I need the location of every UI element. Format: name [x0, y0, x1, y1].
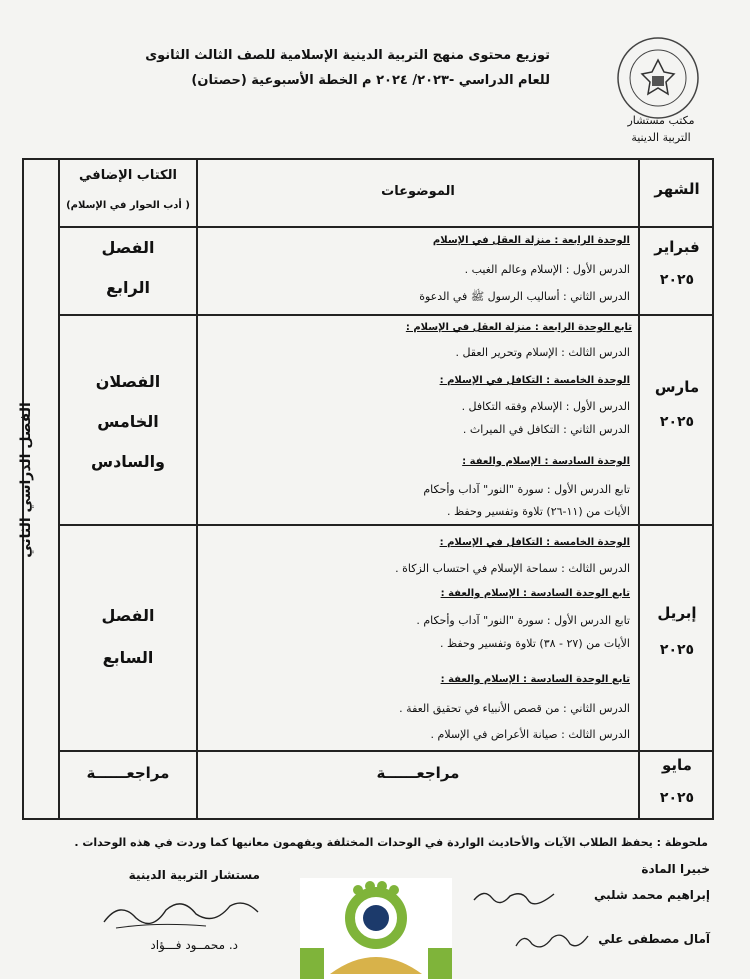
document-title: توزيع محتوى منهج التربية الدينية الإسلامية للصف الثالث الثانوى — [145, 48, 550, 63]
signature-icon — [512, 926, 592, 954]
book-february-line1: الفصل — [101, 238, 155, 257]
unit-title: تابع الوحدة السادسة : الإسلام والعفة : — [440, 588, 630, 599]
row-border-2 — [58, 524, 714, 526]
review-topics: مراجعــــــة — [376, 764, 460, 782]
year-april: ٢٠٢٥ — [659, 642, 695, 658]
expert-name-1: إبراهيم محمد شلبي — [594, 888, 710, 902]
book-march-line1: الفصلان — [95, 372, 161, 391]
lesson-item: الدرس الأول : الإسلام وعالم الغيب . — [464, 263, 630, 276]
egypt-2030-logo-icon — [300, 878, 452, 979]
header-row-border — [58, 226, 714, 228]
year-may: ٢٠٢٥ — [659, 790, 695, 806]
book-march-line3: والسادس — [90, 452, 165, 471]
lesson-item: الدرس الأول : الإسلام وفقه التكافل . — [461, 400, 630, 413]
row-border-3 — [58, 750, 714, 752]
unit-title: الوحدة الرابعة : منزلة العقل في الإسلام — [432, 235, 630, 246]
lesson-item: الدرس الثاني : أساليب الرسول ﷺ في الدعوة — [419, 290, 630, 303]
experts-title: خبيرا المادة — [641, 862, 710, 876]
book-february-line2: الرابع — [106, 278, 150, 297]
month-april: إبريل — [657, 604, 697, 622]
semester-label: الفصل الدراسي الثاني — [18, 402, 34, 558]
office-line-1: مكتب مستشار — [627, 114, 695, 127]
unit-title: الوحدة الخامسة : التكافل في الإسلام : — [439, 537, 630, 548]
month-february: فبراير — [654, 238, 700, 256]
footnote: ملحوظة : يحفظ الطلاب الآيات والأحاديث الواردة في الوحدات المختلفة ويفهمون معانيها كما وردت في هذه الوحدات . — [74, 836, 708, 849]
semester-col-border — [58, 158, 60, 820]
lesson-item: الدرس الثالث : سماحة الإسلام في احتساب الزكاة . — [395, 562, 630, 575]
header-month: الشهر — [654, 180, 700, 198]
year-march: ٢٠٢٥ — [659, 414, 695, 430]
advisor-title: مستشار التربية الدينية — [128, 868, 260, 882]
lesson-item: تابع الدرس الأول : سورة "النور" آداب وأحكام . — [416, 614, 630, 627]
signature-icon — [470, 884, 560, 908]
month-may: مايو — [662, 756, 692, 774]
unit-title: تابع الوحدة السادسة : الإسلام والعفة : — [440, 674, 630, 685]
lesson-item: الأيات من (١١-٢٦) تلاوة وتفسير وحفظ . — [446, 505, 630, 518]
lesson-item: الدرس الثاني : التكافل في الميراث . — [462, 423, 630, 436]
header-topics: الموضوعات — [381, 184, 455, 199]
office-label — [612, 112, 710, 146]
row-border-1 — [58, 314, 714, 316]
lesson-item: تابع الدرس الأول : سورة "النور" آداب وأحكام — [423, 483, 630, 496]
expert-name-2: آمال مصطفى علي — [598, 932, 710, 946]
book-april-line1: الفصل — [101, 606, 155, 625]
header-book: الكتاب الإضافي — [79, 168, 177, 183]
document-subtitle: للعام الدراسي -٢٠٢٣/ ٢٠٢٤ م الخطة الأسبوعية (حصتان) — [191, 73, 550, 88]
ministry-seal-icon — [612, 32, 704, 124]
lesson-item: الأيات من (٢٧ - ٣٨) تلاوة وتفسير وحفظ . — [439, 637, 630, 650]
month-col-border — [638, 158, 640, 820]
lesson-item: الدرس الثاني : من قصص الأنبياء في تحقيق العفة . — [399, 702, 630, 715]
unit-title: الوحدة السادسة : الإسلام والعفة : — [462, 456, 630, 467]
signature-icon — [96, 892, 266, 934]
review-book: مراجعــــــة — [86, 764, 170, 782]
book-col-border — [196, 158, 198, 820]
unit-title: الوحدة الخامسة : التكافل في الإسلام : — [439, 375, 630, 386]
unit-title: تابع الوحدة الرابعة : منزلة العقل في الإسلام : — [405, 322, 632, 333]
advisor-name: د. محمــود فـــؤاد — [150, 938, 238, 952]
header-book-subtitle: ( أدب الحوار في الإسلام) — [66, 200, 190, 211]
book-april-line2: السابع — [102, 648, 154, 667]
office-line-2: التربية الدينية — [631, 131, 691, 144]
lesson-item: الدرس الثالث : الإسلام وتحرير العقل . — [455, 346, 630, 359]
month-march: مارس — [654, 378, 700, 396]
book-march-line2: الخامس — [97, 412, 159, 431]
header-block — [145, 48, 550, 88]
lesson-item: الدرس الثالث : صيانة الأعراض في الإسلام . — [430, 728, 630, 741]
year-february: ٢٠٢٥ — [659, 272, 695, 288]
